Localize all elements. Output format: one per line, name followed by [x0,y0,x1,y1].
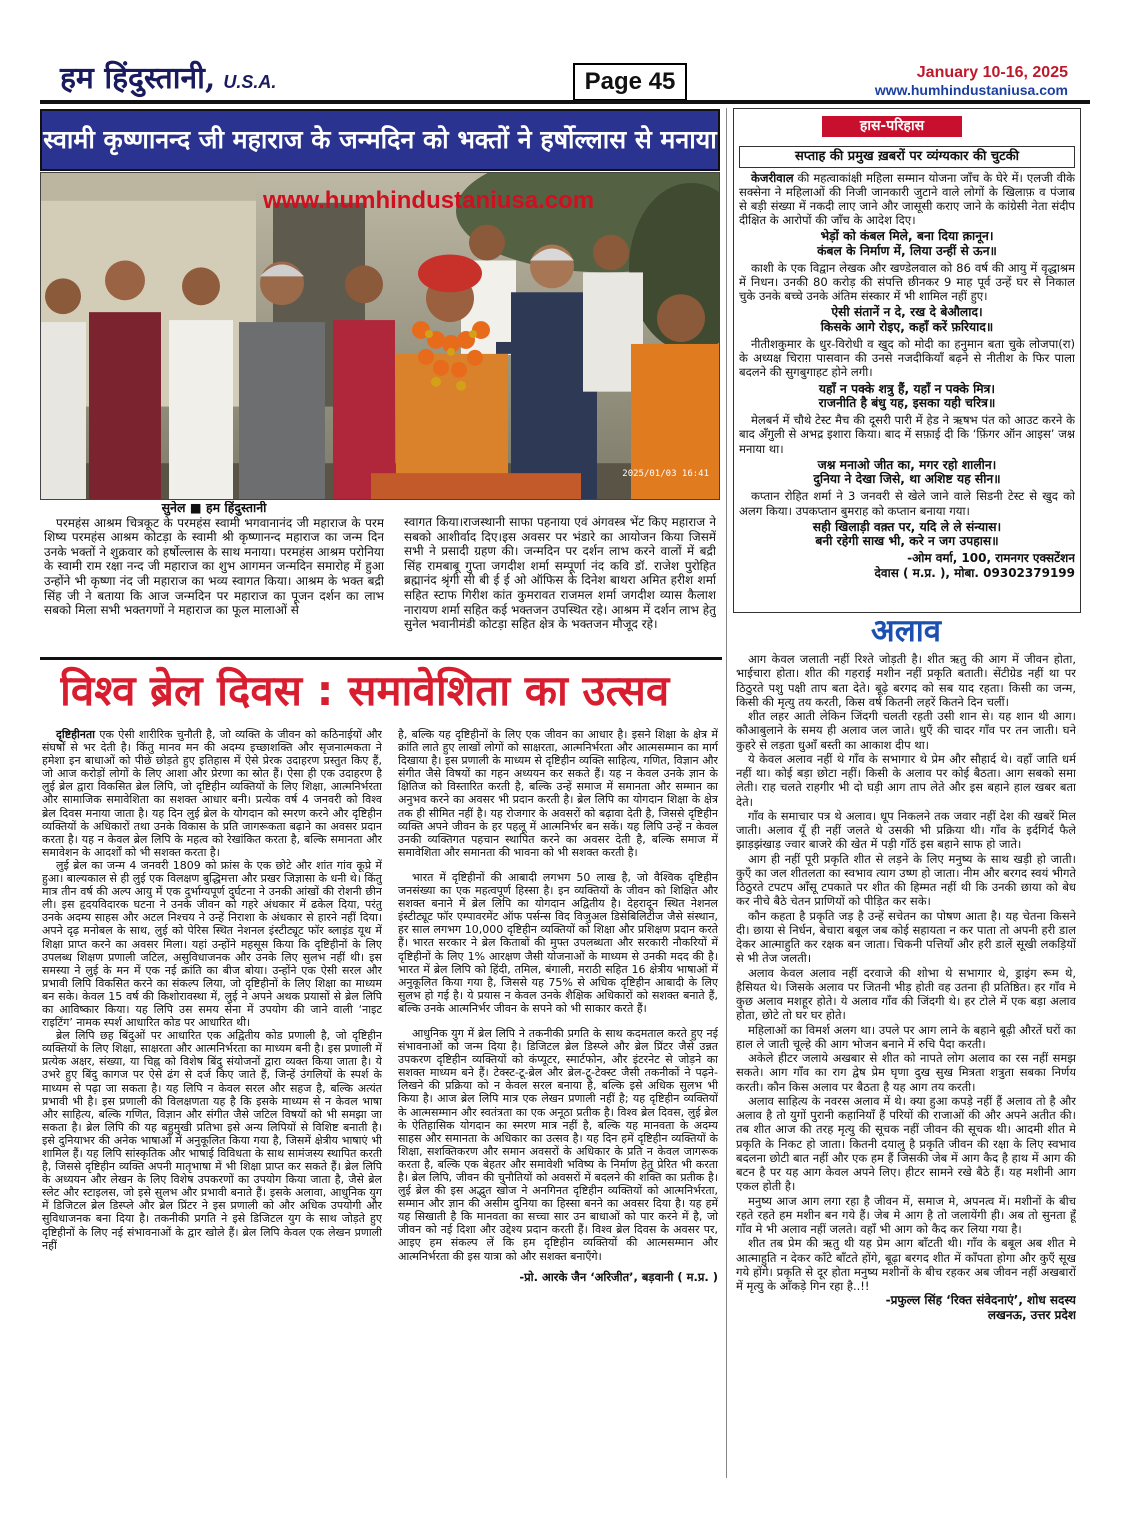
website-url: www.humhindustaniusa.com [874,82,1068,98]
article-paragraph: लुई ब्रेल का जन्म 4 जनवरी 1809 को फ्रांस के एक छोटे और शांत गांव कूप्रे में हुआ। बाल्यकाल से ही लुई एक विलक्षण बुद्धिमत्ता और प्रखर जिज्ञासा के धनी थे। किंतु मात्र तीन वर्ष की अल्प आयु में एक दुर्भाग्यपूर्ण दुर्घटना ने उनकी आंखों की रोशनी छीन ली। इस हृदयविदारक घटना ने उनके जीवन को गहरे अंधकार में ढकेल दिया, परंतु उनके अदम्य साहस और अटल निश्चय ने उन्हें निराशा के अंधकार से हारने नहीं दिया। अपने दृढ़ मनोबल के साथ, लुई को पेरिस स्थित नेशनल इंस्टीट्यूट फॉर ब्लाइंड यूथ में शिक्षा प्राप्त करने का अवसर मिला। यहां उन्होंने महसूस किया कि दृष्टिहीनों के लिए उपलब्ध शिक्षण प्रणाली जटिल, असुविधाजनक और उनके लिए सुलभ नहीं थी। इस समस्या ने लुई के मन में एक नई क्रांति का बीज बोया। उन्होंने एक ऐसी सरल और प्रभावी लिपि विकसित करने का संकल्प लिया, जो दृष्टिहीनों के लिए शिक्षा का माध्यम बन सके। केवल 15 वर्ष की किशोरावस्था में, लुई ने अपने अथक प्रयासों से ब्रेल लिपि का आविष्कार किया। यह लिपि उस समय सेना में उपयोग की जाने वाली ‘नाइट राइटिंग’ नामक स्पर्श आधारित कोड पर आधारित थी। [42,858,382,1030]
hasya-item: कप्तान रोहित शर्मा ने 3 जनवरी से खेले जाने वाले सिडनी टेस्ट से खुद को अलग किया। उपकप्तान बुमराह को कप्तान बनाया गया। [739,489,1075,518]
couplet-line: सही खिलाड़ी वक़्त पर, यदि ले ले संन्यास। [812,519,1002,534]
couplet-line: दुनिया ने देखा जिसे, था अशिष्ट यह सीन॥ [813,472,1001,487]
photo-watermark: www.humhindustaniusa.com [263,187,595,214]
hasya-item: मेलबर्न में चौथे टेस्ट मैच की दूसरी पारी में हेड ने ऋषभ पंत को आउट करने के बाद अँगुली से अभद्र इशारा किया। बाद में सफ़ाई दी कि ‘फ़िंगर ऑन आइस’ जश्न मनाया था। [739,413,1075,456]
masthead-rule [40,100,1090,104]
alav-paragraph: आग केवल जलाती नहीं रिश्ते जोड़ती है। शीत ऋतु की आग में जीवन होता, भाईचारा होता। शीत की गहराई मशीन नहीं प्रकृति बताती। सेंटीग्रेड नहीं था पर ठिठुरते पशु पक्षी ताप बता देते। बूढ़े बरगद को सब याद रहता। किसी का जन्म, किसी की मृत्यु तय करती, किस वर्ष कितनी लहरें कितने दिन चलीं। [736,652,1076,709]
couplet-line: बनी रहेगी साख भी, करे न जग उपहास॥ [815,534,999,549]
alav-paragraph: कौन कहता है प्रकृति जड़ है उन्हें सचेतन का पोषण आता है। यह चेतना किसने दी। छाया से निर्धन, बेचारा बबूल जब कोई सहायता न कर पाता तो अपनी हरी डाल देकर आत्माहुति कर रक्षक बन जाता। चिकनी पत्तियाँ और हरी डालें सूखी लकड़ियों से भी तेज जलती। [736,908,1076,966]
hasya-lead-word: केजरीवाल [751,171,794,185]
alav-byline: -प्रफुल्ल सिंह ‘रिक्त संवेदनाएं’, शोध सदस्य [885,1293,1076,1308]
couplet-line: भेड़ों को कंबल मिले, बना दिया क़ानून। [820,229,994,244]
lead-story-headline: स्वामी कृष्णानन्द जी महाराज के जन्मदिन को भक्तों ने हर्षोल्लास से मनाया [40,109,720,171]
paragraph-text: एक ऐसी शारीरिक चुनौती है, जो व्यक्ति के जीवन को कठिनाईयों और संघर्षों से भर देती है। किंतु मानव मन की अदम्य इच्छाशक्ति और सृजनात्मकता ने हमेशा इन बाधाओं को पीछे छोड़ते हुए इतिहास में ऐसे प्रेरक उदाहरण प्रस्तुत किए हैं, जो आज करोड़ों लोगों के लिए आशा और प्रेरणा का स्रोत हैं। ऐसा ही एक उदाहरण है लुई ब्रेल द्वारा विकसित ब्रेल लिपि, जो दृष्टिहीन व्यक्तियों के लिए शिक्षा, आत्मनिर्भरता और सामाजिक समावेशिता का सशक्त आधार बनी। प्रत्येक वर्ष 4 जनवरी को विश्व ब्रेल दिवस मनाया जाता है। यह दिन लुई ब्रेल के योगदान को स्मरण करने और दृष्टिहीन व्यक्तियों के अधिकारों तथा उनके विकास के प्रति जागरूकता बढ़ाने का अवसर प्रदान करता है। यह न केवल ब्रेल लिपि के महत्व को रेखांकित करता है, बल्कि समानता और समावेशन के आदर्शों को भी सशक्त करता है। [42,728,382,859]
alav-paragraph: गाँव के समाचार पत्र थे अलाव। धूप निकलने तक जवार नहीं देश की खबरें मिल जाती। अलाव यूँ ही नहीं जलते थे उसकी भी प्रक्रिया थी। गाँव के इर्दगिर्द फैले झाड़झंखाड़ ज्वार बाजरे की खेत में पड़ी गाँठें इस बहाने साफ हो जाते। [736,808,1076,852]
article-paragraph [42,728,382,859]
photo-illustration [41,173,719,499]
couplet [739,305,1075,334]
newspaper-edition: U.S.A. [223,72,277,92]
hasya-byline-address: देवास ( म.प्र. ), मोबा. 09302379199 [874,566,1075,581]
hasya-item [739,171,1075,227]
section-label: हास-परिहास [822,116,962,137]
couplet-line: किसके आगे रोइए, कहाँ करें फ़रियाद॥ [820,319,994,334]
masthead-title [60,56,276,97]
article-paragraph: ब्रेल लिपि छह बिंदुओं पर आधारित एक अद्वितीय कोड प्रणाली है, जो दृष्टिहीन व्यक्तियों के लिए शिक्षा, साक्षरता और आत्मनिर्भरता का माध्यम बनी है। इस प्रणाली में प्रत्येक अक्षर, संख्या, या चिह्न को विशेष बिंदु संयोजनों द्वारा व्यक्त किया जाता है। ये उभरे हुए बिंदु कागज पर ऐसे ढंग से दर्ज किए जाते हैं, जिन्हें उंगलियों के स्पर्श के माध्यम से पढ़ा जा सकता है। यह लिपि न केवल सरल और सहज है, बल्कि अत्यंत प्रभावी भी है। इस प्रणाली की विलक्षणता यह है कि इसके माध्यम से न केवल भाषा और साहित्य, बल्कि गणित, विज्ञान और संगीत जैसे जटिल विषयों को भी समझा जा सकता है। ब्रेल लिपि की यह बहुमुखी प्रतिभा इसे अन्य लिपियों से विशिष्ट बनाती है। इसे दुनियाभर की अनेक भाषाओं में अनुकूलित किया गया है, जिसमें क्षेत्रीय भाषाएं भी शामिल हैं। यह लिपि सांस्कृतिक और भाषाई विविधता के साथ सामंजस्य स्थापित करती है, जिससे दृष्टिहीन व्यक्ति अपनी मातृभाषा में भी शिक्षा प्राप्त कर सकते हैं। ब्रेल लिपि के अध्ययन और लेखन के लिए विशेष उपकरणों का उपयोग किया जाता है, जैसे ब्रेल स्लेट और स्टाइलस, जो इसे सुलभ और प्रभावी बनाते हैं। इसके अलावा, आधुनिक युग में डिजिटल ब्रेल डिस्प्ले और ब्रेल प्रिंटर ने इस प्रणाली को और अधिक उपयोगी और सुविधाजनक बना दिया है। तकनीकी प्रगति ने इसे डिजिटल युग के साथ जोड़ते हुए दृष्टिहीनों के लिए नई संभावनाओं के द्वार खोले हैं। ब्रेल लिपि केवल एक लेखन प्रणाली नहीं [42,1029,382,1252]
couplet-line: जश्न मनाओ जीत का, मगर रहो शालीन। [817,457,997,472]
alav-paragraph: ये केवल अलाव नहीं थे गाँव के सभागार थे प्रेम और सौहार्द थे। वहाँ जाति धर्म नहीं था। कोई बड़ा छोटा नहीं। किसी के अलाव पर कोई बैठता। आग सबको समा लेती। राह चलते राहगीर भी दो घड़ी आग ताप लेते और इस बहाने हाल खबर बता देते। [736,751,1076,809]
photo-timestamp: 2025/01/03 16:41 [622,469,709,479]
braille-article-left-column [42,728,382,1476]
alav-paragraph: मनुष्य आज आग लगा रहा है जीवन में, समाज मे, अपनत्व में। मशीनों के बीच रहते रहते हम मशीन बन गये हैं। जेब मे आग है तो जलायेंगी ही। अब तो सुनता हूँ गाँव मे भी अलाव नहीं जलते। वहाँ भी आग को कैद कर लिया गया है। [736,1193,1076,1236]
couplet-line: ऐसी संतानें न दे, रख दे बेऔलाद। [831,305,983,320]
couplet [739,229,1075,258]
issue-date: January 10-16, 2025 [916,64,1068,81]
hasya-title: सप्ताह की प्रमुख ख़बरों पर व्यंग्यकार की चुटकी [739,146,1075,168]
alav-heading: अलाव [871,613,941,649]
column-divider [726,108,727,1478]
couplet [739,520,1075,549]
alav-paragraph: शीत लहर आती लेकिन जिंदगी चलती रहती उसी शान से। यह शान थी आग। कौआबुलाने के समय ही अलाव जल जाते। धुएँ की चादर गाँव पर तन जाती। घने कुहरे से लड़ता धुआँ बस्ती का आकाश दीप था। [736,709,1076,752]
hasya-item: नीतीशकुमार के धुर-विरोधी व खुद को मोदी का हनुमान बता चुके लोजपा(रा) के अध्यक्ष चिराग़ पासवान की उनसे नजदीकियाँ बढ़ने से नीतीश के फिर पाला बदलने की सुगबुगाहट होने लगी। [739,337,1075,380]
hasya-item-text: की महत्वाकांक्षी महिला सम्मान योजना जाँच के घेरे में। एलजी वीके सक्सेना ने महिलाओं की निजी जानकारी जुटाने वाले लोगों के खिलाफ़ व पंजाब से बड़ी संख्या में नकदी लाए जाने और जासूसी कराए जाने के कांग्रेसी नेता संदीप दीक्षित के आरोपों की जाँच के आदेश दिए। [739,171,1075,228]
alav-paragraph: महिलाओं का विमर्श अलग था। उपले पर आग लाने के बहाने बूढ़ी औरतें घरों का हाल ले जाती चूल्हे की आग भोजन बनाने में रुचि पैदा करती। [736,1022,1076,1051]
lead-story-text: परमहंस आश्रम चित्रकूट के परमहंस स्वामी भगवानानंद जी महाराज के परम शिष्य परमहंस आश्रम कोटड़ा के स्वामी श्री कृष्णानन्द महाराज का जन्म दिन उनके भक्तों ने शुक्रवार को हर्षोल्लास के साथ मनाया। परमहंस आश्रम परोनिया के स्वामी राम रक्षा नन्द जी महाराज का शुभ आगमन जन्मदिन समारोह में हुआ उन्होंने भी कृष्णा नंद जी महाराज का भव्य स्वागत किया। आश्रम के भक्त बद्री सिंह जी ने बताया कि आज जन्मदिन पर महाराज का पूजन दर्शन का लाभ सबको मिला सभी भक्तगणों ने महाराज का फूल मालाओं से [44,515,384,618]
lead-story-text: स्वागत किया।राजस्थानी साफा पहनाया एवं अंगवस्त्र भेंट किए महाराज ने सबको आशीर्वाद दिए।इस अवसर पर भंडारे का आयोजन किया जिसमें सभी ने प्रसादी ग्रहण की। जन्मदिन पर दर्शन लाभ करने वालों में बद्री सिंह रामबाबू गुप्ता जगदीश शर्मा सम्पूर्णा नंद कवि डॉ. राजेश पुरोहित ब्रह्मानंद श्रृंगी सी बी ई ई ओ ऑफिस के दिनेश बाथरा अमित हरीश शर्मा सहित स्टाफ गिरीश कांत कुमरावत राजमल शर्मा जगदीश व्यास कैलाश नारायण शर्मा सहित कई भक्तजन उपस्थित रहे। आश्रम में दर्शन लाभ हेतु सुनेल भवानीमंडी कोटड़ा सहित क्षेत्र के भक्तजन मौजूद रहे। [404,515,716,632]
lead-story-column-1 [44,501,384,653]
couplet [739,458,1075,487]
alav-byline-place: लखनऊ, उत्तर प्रदेश [987,1308,1076,1323]
article-paragraph: है, बल्कि यह दृष्टिहीनों के लिए एक जीवन का आधार है। इसने शिक्षा के क्षेत्र में क्रांति लाते हुए लाखों लोगों को साक्षरता, आत्मनिर्भरता और आत्मसम्मान का मार्ग दिखाया है। इस प्रणाली के माध्यम से दृष्टिहीन व्यक्ति साहित्य, गणित, विज्ञान और संगीत जैसे विषयों का गहन अध्ययन कर सकते हैं। यह न केवल उनके ज्ञान के क्षितिज को विस्तारित करती है, बल्कि उन्हें समाज में समानता और सम्मान का अनुभव करने का अवसर भी प्रदान करती है। ब्रेल लिपि का योगदान शिक्षा के क्षेत्र तक ही सीमित नहीं है। यह रोजगार के अवसरों को बढ़ावा देती है, जिससे दृष्टिहीन व्यक्ति अपने जीवन के हर पहलू में आत्मनिर्भर बन सकें। यह लिपि उन्हें न केवल उनकी व्यक्तिगत पहचान स्थापित करने का अवसर देती है, बल्कि समाज में समावेशिता और समानता की भावना को भी सशक्त करती है। [398,728,718,859]
alav-paragraph: शीत तब प्रेम की ऋतु थी यह प्रेम आग बाँटती थी। गाँव के बबूल अब शीत मे आत्माहुति न देकर काँटे बाँटते होंगे, बूढ़ा बरगद शीत में काँपता होगा और कुएँ सूख गये होंगे। प्रकृति से दूर होता मनुष्य मशीनों के बीच रहकर अब जीवन नहीं अखबारों में मृत्यु के आँकड़े गिन रहा है..!! [736,1236,1076,1293]
couplet-line: कंबल के निर्माण में, लिया उन्हीं से ऊन॥ [817,243,997,258]
alav-paragraph: अलाव साहित्य के नवरस अलाव में थे। क्या हुआ कपड़े नहीं हैं अलाव तो है और अलाव है तो युगों पुरानी कहानियाँ हैं परियों की राजाओं की और अपने अतीत की। तब शीत आज की तरह मृत्यु की सूचक नहीं जीवन की सूचक थी। आदमी शीत मे प्रकृति के निकट हो जाता। कितनी दयालु है प्रकृति जीवन की रक्षा के लिए स्वभाव बदलना छोटी बात नहीं और एक हम हैं जिसकी जेब में आग कैद है हाथ में आग की बटन है पर यह आग केवल अपने लिए। हीटर सामने रखे बैठे हैं। यह मशीनी आग एकल होती है। [736,1093,1076,1194]
dateline: सुनेल ■ हम हिंदुस्तानी [161,501,267,515]
article-paragraph: भारत में दृष्टिहीनों की आबादी लगभग 50 लाख है, जो वैश्विक दृष्टिहीन जनसंख्या का एक महत्वपूर्ण हिस्सा है। इन व्यक्तियों के जीवन को शिक्षित और सशक्त बनाने में ब्रेल लिपि का योगदान अद्वितीय है। देहरादून स्थित नेशनल इंस्टीट्यूट फॉर एम्पावरमेंट ऑफ पर्सन्स विद विजुअल डिसेबिलिटीज जैसे संस्थान, हर साल लगभग 10,000 दृष्टिहीन व्यक्तियों को शिक्षा और प्रशिक्षण प्रदान करते हैं। भारत सरकार ने ब्रेल किताबों की मुफ्त उपलब्धता और सरकारी नौकरियों में दृष्टिहीनों के लिए 1% आरक्षण जैसी योजनाओं के माध्यम से उनकी मदद की है। भारत में ब्रेल लिपि को हिंदी, तमिल, बंगाली, मराठी सहित 16 क्षेत्रीय भाषाओं में अनुकूलित किया गया है, जिससे यह 75% से अधिक दृष्टिहीन आबादी के लिए सुलभ हो गई है। ये प्रयास न केवल उनके शैक्षिक अधिकारों को सशक्त बनाते हैं, बल्कि उनके आत्मनिर्भर जीवन के सपने को भी साकार करते हैं। [398,870,718,1015]
event-photo [40,172,720,500]
hasya-content [739,171,1075,609]
newspaper-name: हम हिंदुस्तानी, [60,61,216,96]
article-byline: -प्रो. आरके जैन ‘अरिजीत’, बड़वानी ( म.प्र. ) [519,1269,718,1284]
lead-story-column-2 [404,515,716,655]
braille-article-headline: विश्व ब्रेल दिवस : समावेशिता का उत्सव [60,666,670,715]
hasya-item: काशी के एक विद्वान लेखक और खण्डेलवाल को 86 वर्ष की आयु में वृद्धाश्रम में निधन। उनकी 80 करोड़ की संपत्ति छीनकर 9 माह पूर्व उन्हें घर से निकाल चुके उनके बच्चे उनके अंतिम संस्कार में भी शामिल नहीं हुए। [739,261,1075,304]
article-paragraph: आधुनिक युग में ब्रेल लिपि ने तकनीकी प्रगति के साथ कदमताल करते हुए नई संभावनाओं को जन्म दिया है। डिजिटल ब्रेल डिस्प्ले और ब्रेल प्रिंटर जैसे उन्नत उपकरण दृष्टिहीन व्यक्तियों को कंप्यूटर, स्मार्टफोन, और इंटरनेट से जोड़ने का सशक्त माध्यम बने हैं। टेक्स्ट-टू-ब्रेल और ब्रेल-टू-टेक्स्ट जैसी तकनीकों ने पढ़ने-लिखने की प्रक्रिया को न केवल सरल बनाया है, बल्कि इसे अधिक सुलभ भी किया है। आज ब्रेल लिपि मात्र एक लेखन प्रणाली नहीं है; यह दृष्टिहीन व्यक्तियों के आत्मसम्मान और स्वतंत्रता का एक अनूठा प्रतीक है। विश्व ब्रेल दिवस, लुई ब्रेल के ऐतिहासिक योगदान का स्मरण मात्र नहीं है, बल्कि यह मानवता के अदम्य साहस और समानता के अधिकार का उत्सव है। यह दिन हमें दृष्टिहीन व्यक्तियों के शिक्षा, सशक्तिकरण और समान अवसरों के अधिकार के प्रति न केवल जागरूक करता है, बल्कि एक बेहतर और समावेशी भविष्य के निर्माण हेतु प्रेरित भी करता है। ब्रेल लिपि, जीवन की चुनौतियों को अवसरों में बदलने की शक्ति का प्रतीक है। लुई ब्रेल की इस अद्भुत खोज ने अनगिनत दृष्टिहीन व्यक्तियों को आत्मनिर्भरता, सम्मान और ज्ञान की असीम दुनिया का हिस्सा बनने का अवसर दिया है। यह हमें यह सिखाती है कि मानवता का सच्चा सार उन बाधाओं को पार करने में है, जो जीवन को नई दिशा और उद्देश्य प्रदान करती हैं। विश्व ब्रेल दिवस के अवसर पर, आइए हम संकल्प लें कि हम दृष्टिहीन व्यक्तियों की आत्मसम्मान और आत्मनिर्भरता की इस यात्रा को और सशक्त बनाएँगे। [398,1026,718,1263]
alav-paragraph: अलाव केवल अलाव नहीं दरवाजे की शोभा थे सभागार थे, ड्राइंग रूम थे, हैसियत थे। जिसके अलाव पर जितनी भीड़ होती वह उतना ही प्रतिष्ठित। हर गाँव मे कुछ अलाव मशहूर होते। ये अलाव गाँव की जिंदगी थे। हर टोले में एक बड़ा अलाव होता, छोटे तो घर घर होते। [736,965,1076,1023]
lead-word: दृष्टिहीनता [56,728,96,741]
couplet-line: राजनीति है बंधु यह, इसका यही चरित्र॥ [818,395,996,410]
alav-paragraph: अकेले हीटर जलाये अखबार से शीत को नापते लोग अलाव का रस नहीं समझ सकते। आग गाँव का राग द्वेष प्रेम घृणा दुख सुख मित्रता शत्रुता सबका निर्णय करती। कौन किस अलाव पर बैठता है यह आग तय करती। [736,1051,1076,1094]
braille-article-right-column [398,728,718,1476]
hasya-byline: -ओम वर्मा, 100, रामनगर एक्सटेंशन [907,551,1075,566]
couplet-line: यहाँ न पक्के शत्रु हैं, यहाँ न पक्के मित्र। [818,381,996,396]
section-rule [40,657,722,660]
page-number: Page 45 [573,63,687,101]
couplet [739,382,1075,411]
alav-paragraph: आग ही नहीं पूरी प्रकृति शीत से लड़ने के लिए मनुष्य के साथ खड़ी हो जाती। कुएँ का जल शीतलता का स्वभाव त्याग उष्ण हो जाता। नीम और बरगद स्वयं भीगते ठिठुरते टपटप आँसू टपकाते पर शीत की हिम्मत नहीं थी कि उनकी छाया को बेध कर नीचे बैठे चेतन प्राणियों को पीड़ित कर सके। [736,851,1076,909]
alav-content [736,652,1076,1472]
